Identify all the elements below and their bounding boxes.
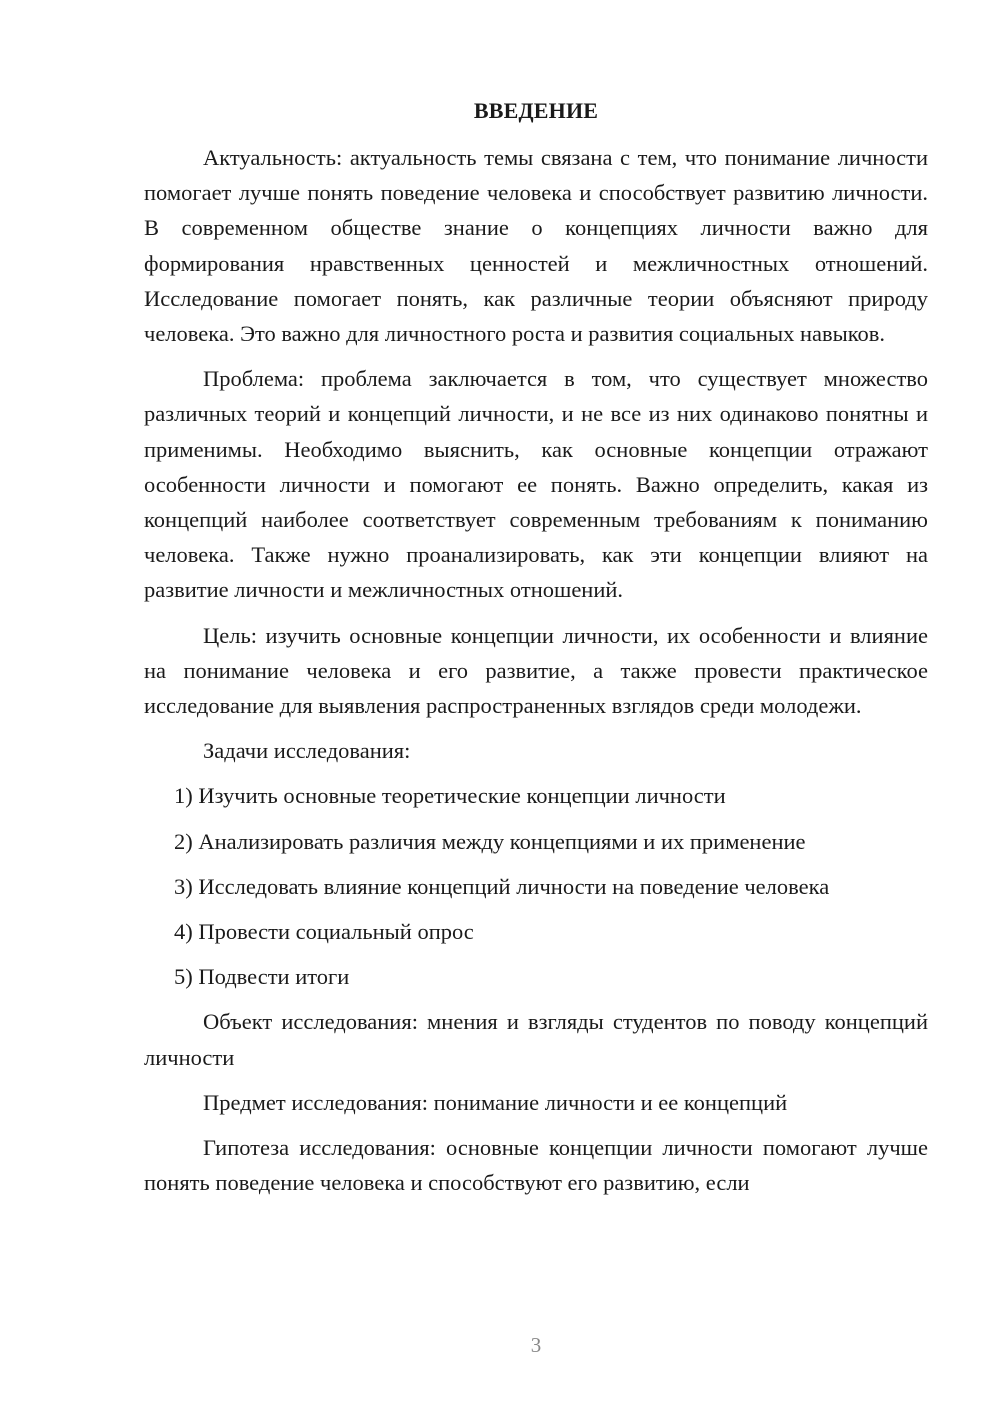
task-item-3: 3) Исследовать влияние концепций личности на поведение человека (174, 873, 830, 899)
tasks-list (144, 778, 928, 1004)
task-item-1: 1) Изучить основные теоретические концепции личности (174, 783, 726, 809)
goal-paragraph: Цель: изучить основные концепции личности, их особенности и влияние на понимание человека и его развитие, а также провести практическое исследование для выявления распространенных взглядов среди молодежи. (144, 622, 928, 719)
page-number: 3 (530, 1333, 542, 1357)
relevance-paragraph: Актуальность: актуальность темы связана с тем, что понимание личности помогает лучше понять поведение человека и способствует развитию личности. В современном обществе знание о концепциях личности важно для формирования нравственных ценностей и межличностных отношений. Исследование помогает понять, как различные теории объясняют природу человека. Это важно для личностного роста и развития социальных навыков. (144, 145, 928, 347)
section-heading: ВВЕДЕНИЕ (473, 98, 599, 123)
page-content (144, 95, 928, 1200)
task-item-5: 5) Подвести итоги (174, 964, 350, 990)
hypothesis-paragraph: Гипотеза исследования: основные концепции личности помогают лучше понять поведение человека и способствуют его развитию, если (144, 1135, 928, 1196)
problem-paragraph: Проблема: проблема заключается в том, что существует множество различных теорий и концепций личности, и не все из них одинаково понятны и применимы. Необходимо выяснить, как основные концепции отражают особенности личности и помогают ее понять. Важно определить, какая из концепций наиболее соответствует современным требованиям к пониманию человека. Также нужно проанализировать, как эти концепции влияют на развитие личности и межличностных отношений. (144, 366, 928, 603)
task-item-4: 4) Провести социальный опрос (174, 919, 474, 945)
object-paragraph: Объект исследования: мнения и взгляды студентов по поводу концепций личности (144, 1009, 928, 1070)
task-item-2: 2) Анализировать различия между концепциями и их применение (174, 828, 806, 854)
tasks-title: Задачи исследования: (203, 738, 411, 764)
subject-paragraph: Предмет исследования: понимание личности и ее концепций (203, 1089, 788, 1115)
